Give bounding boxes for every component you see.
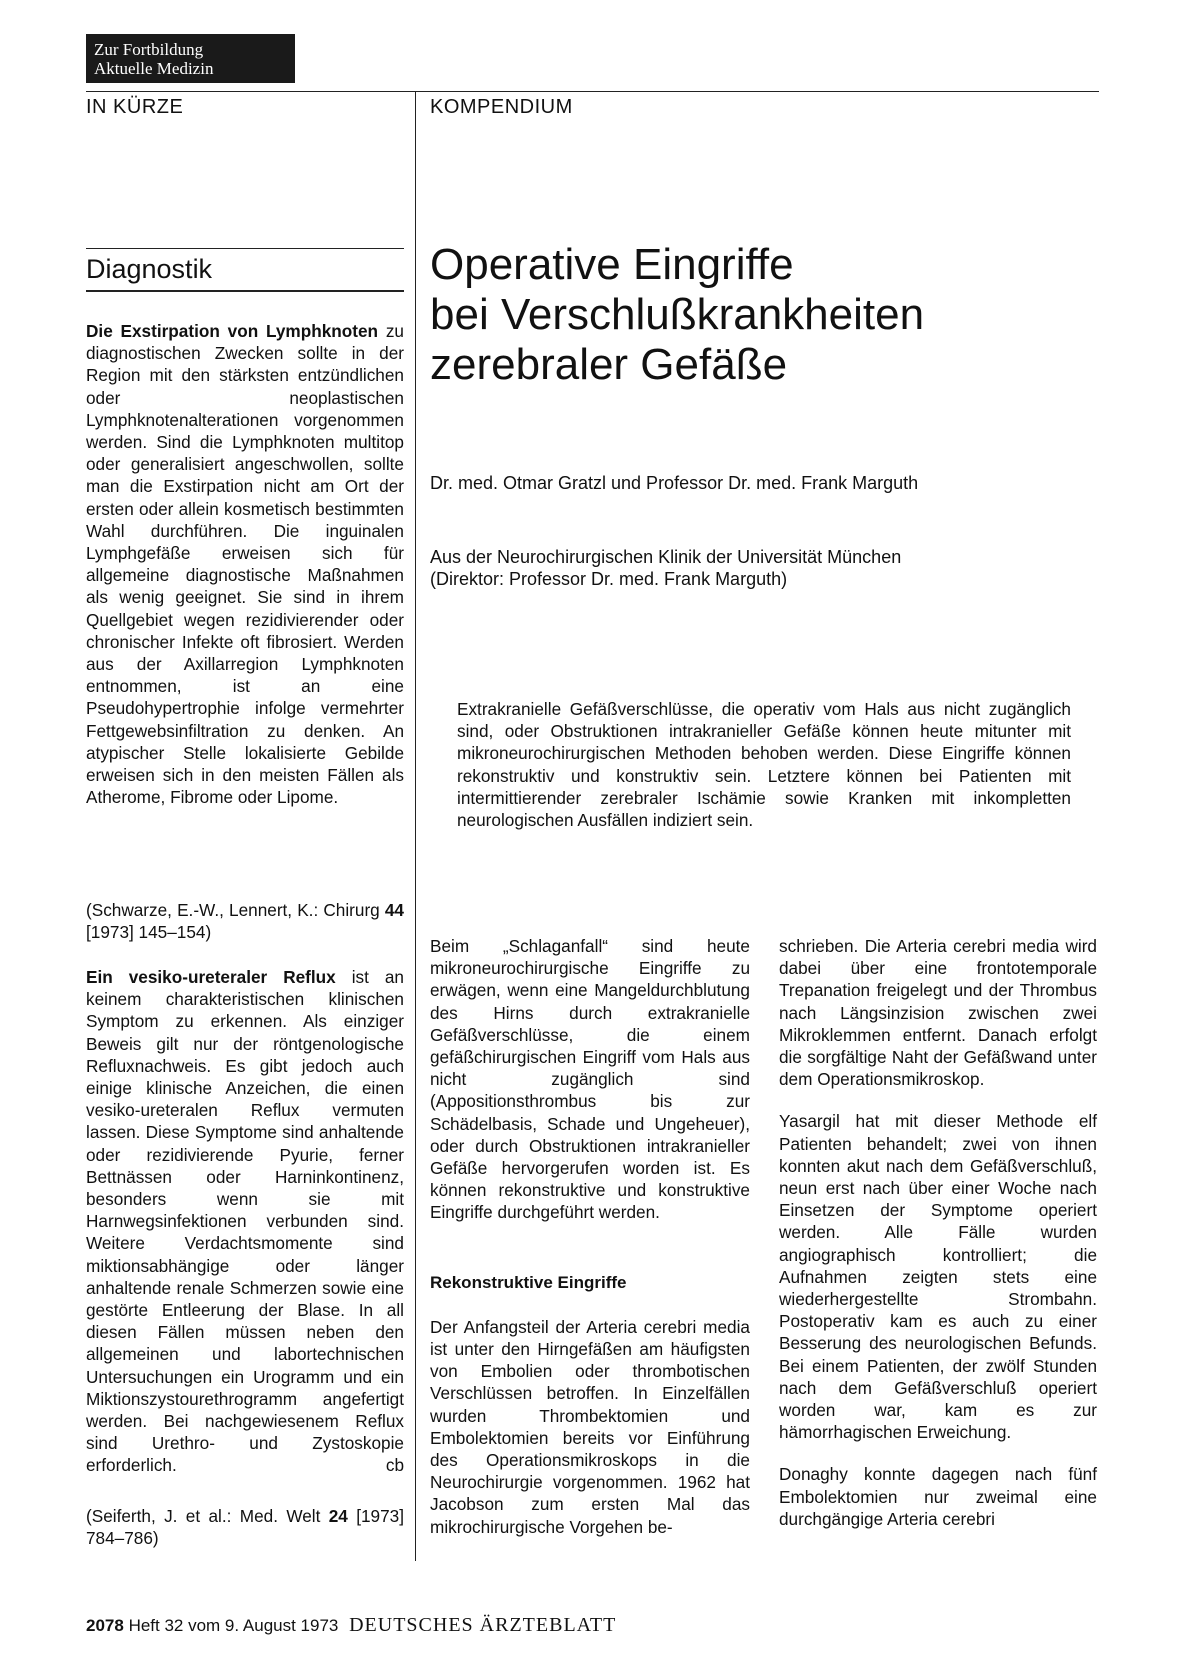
page-number: 2078 (86, 1616, 124, 1635)
ref1-text-a: (Schwarze, E.-W., Lennert, K.: Chirurg (86, 900, 385, 920)
affiliation-line-1: Aus der Neurochirurgischen Klinik der Universität München (430, 547, 902, 567)
page-footer (86, 1614, 616, 1637)
left-paragraph-lymphknoten (86, 320, 404, 808)
diagnostik-heading: Diagnostik (86, 254, 213, 284)
body-column-2 (430, 935, 750, 1538)
badge-line-2: Aktuelle Medizin (94, 59, 214, 78)
text-lymphknoten: zu diagnostischen Zwecken sollte in der Region mit den stärksten entzündlichen oder neoplastischen Lymphknotenalterationen vorgenommen werden. Sind die Lymphknoten multitop oder generalisiert angeschwollen, sollte man die Exstirpation nicht am Ort der ersten oder allein kosmetisch bestimmten Wahl durchführen. Die inguinalen Lymphgefäße erweisen sich für allgemeine diagnostische Maßnahmen als wenig geeignet. Sie sind in ihrem Quellgebiet wegen rezidivierender oder chronischer Infekte oft fibrosiert. Werden aus der Axillarregion Lymphknoten entnommen, ist an eine Pseudohypertrophie infolge vermehrter Fettgewebsinfiltration zu denken. An atypischer Stelle lokalisierte Gebilde erweisen sich in den meisten Fällen als Atherome, Fibrome oder Lipome. (86, 321, 404, 808)
reference-1 (86, 899, 404, 943)
diagnostik-rule-top (86, 248, 404, 249)
left-paragraph-reflux (86, 966, 404, 1477)
ref2-volume: 24 (328, 1506, 348, 1526)
col3-paragraph-3: Donaghy konnte dagegen nach fünf Embolektomien nur zweimal eine durchgängige Arteria cerebri (779, 1464, 1097, 1529)
article-title (430, 240, 1090, 390)
column-divider (415, 91, 416, 1561)
section-label-kompendium: KOMPENDIUM (430, 96, 573, 118)
text-reflux: ist an keinem charakteristischen klinischen Symptom zu erkennen. Als einziger Beweis gilt nur der röntgenologische Refluxnachweis. Es gibt jedoch auch einige klinische Anzeichen, die einen vesiko-ureteralen Reflux vermuten lassen. Diese Symptome sind anhaltende oder rezidivierende Pyurie, ferner Bettnässen oder Harninkontinenz, besonders wenn sie mit Harnwegsinfektionen verbunden sind. Weitere Verdachtsmomente sind miktionsabhängige oder länger anhaltende renale Schmerzen sowie eine gestörte Entleerung der Blase. In all diesen Fällen müssen neben den allgemeinen und labortechnischen Untersuchungen ein Urogramm und ein Miktionszystourethrogramm angefertigt werden. Bei nachgewiesenem Reflux sind Urethro- und Zystoskopie erforderlich. (86, 967, 404, 1476)
col3-paragraph-2: Yasargil hat mit dieser Methode elf Patienten behandelt; zwei von ihnen konnten akut nach dem Gefäßverschluß, neun erst nach über einer Woche nach Einsetzen der Symptome operiert werden. Alle Fälle wurden angiographisch kontrolliert; die Aufnahmen zeigten stets eine wiederhergestellte Strombahn. Postoperativ kam es auch zu einer Besserung des neurologischen Befunds. Bei einem Patienten, der zwölf Stunden nach dem Gefäßverschluß operiert worden war, kam es zur hämorrhagischen Erweichung. (779, 1111, 1097, 1443)
diagnostik-rule-bottom (86, 290, 404, 292)
affiliation-line-2: (Direktor: Professor Dr. med. Frank Marguth) (430, 569, 788, 589)
ref2-text-a: (Seiferth, J. et al.: Med. Welt (86, 1506, 329, 1526)
subhead-rekonstruktive: Rekonstruktive Eingriffe (430, 1272, 627, 1292)
col3-paragraph-1: schrieben. Die Arteria cerebri media wird dabei über eine frontotemporale Trepanation freigelegt und der Thrombus nach Längsinzision zwischen zwei Mikroklemmen entfernt. Danach erfolgt die sorgfältige Naht der Gefäßwand unter dem Operationsmikroskop. (779, 936, 1097, 1090)
ref2-text-b: [1973] 784–786) (86, 1506, 404, 1549)
title-line-2: bei Verschlußkrankheiten (430, 290, 925, 339)
article-authors: Dr. med. Otmar Gratzl und Professor Dr. med. Frank Marguth (430, 473, 919, 493)
section-label-in-kuerze: IN KÜRZE (86, 96, 184, 118)
author-sign: cb (385, 1455, 404, 1476)
reference-2 (86, 1505, 404, 1549)
ref1-volume: 44 (384, 900, 404, 920)
title-line-3: zerebraler Gefäße (430, 340, 788, 389)
section-badge (86, 34, 295, 83)
issue-info: Heft 32 vom 9. August 1973 (128, 1616, 339, 1635)
ref1-text-b: [1973] 145–154) (86, 922, 212, 943)
lead-reflux: Ein vesiko-ureteraler Reflux (86, 967, 336, 987)
journal-name: DEUTSCHES ÄRZTEBLATT (349, 1614, 617, 1636)
article-affiliation (430, 546, 901, 590)
title-line-1: Operative Eingriffe (430, 240, 794, 289)
badge-line-1: Zur Fortbildung (94, 40, 204, 59)
article-abstract: Extrakranielle Gefäßverschlüsse, die operativ vom Hals aus nicht zugänglich sind, oder Obstruktionen intrakranieller Gefäße können heute mitunter mit mikroneurochirurgischen Methoden behoben werden. Diese Eingriffe können rekonstruktiv und konstruktiv sein. Letztere können bei Patienten mit intermittierender zerebraler Ischämie sowie Kranken mit inkompletten neurologischen Ausfällen indiziert sein. (457, 699, 1071, 831)
col2-paragraph-1: Beim „Schlaganfall“ sind heute mikroneurochirurgische Eingriffe zu erwägen, wenn eine Mangeldurchblutung des Hirns durch extrakranielle Gefäßverschlüsse, die einem gefäßchirurgischen Eingriff vom Hals aus nicht zugänglich sind (Appositionsthrombus bis zur Schädelbasis, Schade und Ungeheuer), oder durch Obstruktionen intrakranieller Gefäße hervorgerufen worden ist. Es können rekonstruktive und konstruktive Eingriffe durchgeführt werden. (430, 936, 750, 1223)
header-rule (86, 91, 1099, 92)
lead-lymphknoten: Die Exstirpation von Lymphknoten (86, 321, 379, 341)
col2-paragraph-2: Der Anfangsteil der Arteria cerebri media ist unter den Hirngefäßen am häufigsten von Embolien oder thrombotischen Verschlüssen betroffen. In Einzelfällen wurden Thrombektomien und Embolektomien bereits vor Einführung des Operationsmikroskops in die Neurochirurgie vorgenommen. 1962 hat Jacobson zum ersten Mal das mikrochirurgische Vorgehen be- (430, 1316, 750, 1537)
body-column-3 (779, 935, 1097, 1530)
